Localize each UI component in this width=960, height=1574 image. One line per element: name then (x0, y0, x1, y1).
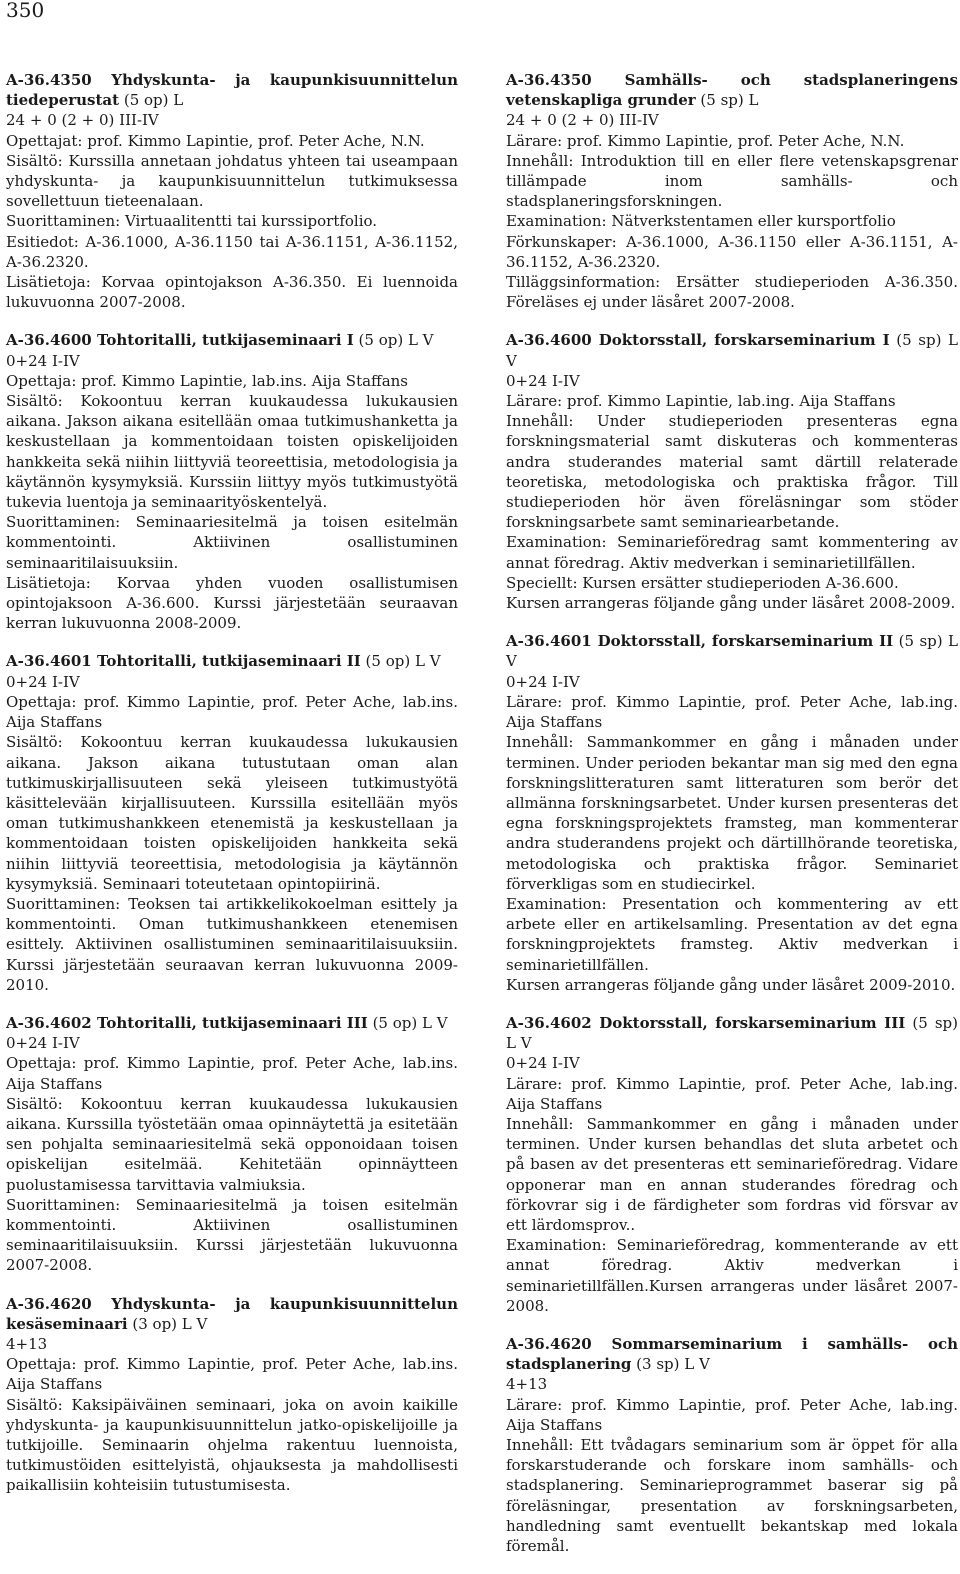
course-code: A-36.4620 (6, 1294, 92, 1313)
course-code-title (6, 652, 361, 670)
course-title: Tohtoritalli, tutkijaseminaari III (91, 1013, 368, 1032)
course-code-title (506, 632, 893, 650)
course-detail-line: Examination: Presentation och kommentering av ett arbete eller en artikelsamling. Presentation av det egna forskningprojektets framsteg. Aktiv medverkan i seminarietillfällen. (506, 894, 958, 974)
course-detail-line: Förkunskaper: A-36.1000, A-36.1150 eller A-36.1151, A-36.1152, A-36.2320. (506, 232, 958, 271)
course-credits: (5 op) L V (353, 331, 434, 350)
course-heading (506, 631, 958, 671)
course-heading (506, 1013, 958, 1053)
course-detail-line: Lärare: prof. Kimmo Lapintie, prof. Peter Ache, N.N. (506, 131, 905, 150)
course-detail-line: Innehåll: Sammankommer en gång i månaden under terminen. Under kursen behandlas det sluta arbetet och på basen av det presenteras ett seminarieföredrag. Vidare opponerar man en annan studerandes föredrag och förkovrar sig i de färdigheter som fordras vid försvar av ett lärdomsprov.. (506, 1114, 958, 1234)
course-credits: (5 sp) L V (506, 1013, 958, 1053)
course-heading (506, 1334, 958, 1374)
course-code-title (506, 1014, 905, 1032)
course-detail-line: Lisätietoja: Korvaa opintojakson A-36.350. Ei luennoida lukuvuonna 2007-2008. (6, 273, 458, 312)
course-credits: (5 sp) L (695, 91, 759, 110)
course-code: A-36.4600 (506, 331, 592, 350)
course-detail-line: Sisältö: Kokoontuu kerran kuukaudessa lukukausien aikana. Jakson aikana tutustutaan oman alan tutkimuskirjallisuuteen sekä yleiseen tutkimustyötä käsittelevään kirjallisuuteen. Kurssilla esitellään myös oman tutkimushankkeen etenemistä ja keskustellaan ja kommentoidaan toisten opiskelijoiden hankkeita sekä niihin liittyviä teoreettisia, metodologisia ja käytännön kysymyksiä. Seminaari toteutetaan opintopiirinä. (6, 733, 458, 893)
course-detail-line: Suorittaminen: Virtuaalitentti tai kurssiportfolio. (6, 212, 378, 231)
course-code-title (506, 1335, 958, 1373)
course-entry (6, 651, 458, 994)
course-detail-line: Speciellt: Kursen ersätter studieperioden A-36.600. (506, 573, 899, 592)
course-detail-line: 0+24 I-IV (506, 371, 580, 390)
course-detail-line: Lärare: prof. Kimmo Lapintie, lab.ing. Aija Staffans (506, 392, 896, 411)
course-credits: (5 op) L V (360, 652, 441, 671)
course-detail-line: Suorittaminen: Seminaariesitelmä ja toisen esitelmän kommentointi. Aktiivinen osallistuminen seminaaritilaisuuksiin. (6, 513, 458, 572)
course-code: A-36.4350 (6, 71, 92, 89)
course-detail-line: Suorittaminen: Seminaariesitelmä ja toisen esitelmän kommentointi. Aktiivinen osallistuminen seminaaritilaisuuksiin. Kurssi järjestetään lukuvuonna 2007-2008. (6, 1195, 458, 1275)
course-detail-line: 24 + 0 (2 + 0) III-IV (506, 111, 659, 130)
course-heading (6, 1013, 458, 1033)
course-detail-line: Kursen arrangeras följande gång under läsåret 2009-2010. (506, 975, 956, 994)
right-column-swedish (506, 70, 958, 1574)
course-detail-line: Examination: Nätverkstentamen eller kursportfolio (506, 212, 896, 231)
course-title: Doktorsstall, forskarseminarium I (591, 331, 890, 350)
course-credits: (5 sp) L V (506, 331, 959, 370)
course-detail-line: Kursen arrangeras följande gång under läsåret 2008-2009. (506, 594, 956, 613)
course-entry (506, 1013, 958, 1316)
course-entry (6, 1294, 458, 1496)
course-entry (6, 330, 458, 633)
course-detail-line: 0+24 I-IV (6, 672, 80, 691)
course-detail-line: Suorittaminen: Teoksen tai artikkelikokoelman esittely ja kommentointi. Oman tutkimushankkeen etenemisen esittely. Aktiivinen osallistuminen seminaaritilaisuuksiin. Kurssi järjestetään seuraavan kerran lukuvuonna 2009-2010. (6, 894, 458, 994)
course-code-title (6, 331, 354, 349)
course-detail-line: Sisältö: Kokoontuu kerran kuukaudessa lukukausien aikana. Jakson aikana esitellään omaa tutkimushanketta ja keskustellaan ja kommentoidaan toisten opiskelijoiden hankkeita sekä niihin liittyviä teoreettisia, metodologisia ja käytännön kysymyksiä. Kurssiin liittyy myös tutkimustyötä tukevia luentoja ja seminaarityöskentelyä. (6, 392, 458, 512)
course-detail-line: Sisältö: Kurssilla annetaan johdatus yhteen tai useampaan yhdyskunta- ja kaupunkisuunnittelun tutkimuksessa sovellettuun tieteenalaan. (6, 151, 458, 211)
course-credits: (5 sp) L V (506, 632, 959, 671)
course-title: Yhdyskunta- ja kaupunkisuunnittelun kesäseminaari (6, 1294, 458, 1333)
course-detail-line: Esitiedot: A-36.1000, A-36.1150 tai A-36.1151, A-36.1152, A-36.2320. (6, 232, 458, 271)
course-entry (6, 70, 458, 312)
course-detail-line: Opettaja: prof. Kimmo Lapintie, prof. Peter Ache, lab.ins. Aija Staffans (6, 1054, 458, 1093)
course-detail-line: 4+13 (506, 1375, 548, 1394)
course-detail-line: Innehåll: Under studieperioden presenteras egna forskningsmaterial samt diskuteras och kommenteras andra studerandes material samt därtill relaterade teoretiska, metodologiska och praktiska frågor. Till studieperioden hör även föreläsningar som stöder forskningsarbete samt seminariearbetande. (506, 412, 958, 532)
course-code: A-36.4601 (506, 632, 592, 651)
course-detail-line: Tilläggsinformation: Ersätter studieperioden A-36.350. Föreläses ej under läsåret 2007-2008. (506, 273, 958, 312)
course-detail-line: 0+24 I-IV (506, 1054, 580, 1073)
left-column-finnish (6, 70, 458, 1514)
course-detail-line: Opettaja: prof. Kimmo Lapintie, prof. Peter Ache, lab.ins. Aija Staffans (6, 1355, 458, 1394)
course-detail-line: Opettaja: prof. Kimmo Lapintie, prof. Peter Ache, lab.ins. Aija Staffans (6, 692, 458, 732)
course-heading (506, 330, 958, 370)
course-detail-line: 0+24 I-IV (506, 672, 580, 691)
course-entry (506, 330, 958, 613)
course-credits: (5 op) L V (367, 1013, 448, 1032)
course-title: Tohtoritalli, tutkijaseminaari II (91, 652, 361, 671)
course-detail-line: Innehåll: Ett tvådagars seminarium som är öppet för alla forskarstuderande och forskare inom samhälls- och stadsplanering. Seminarieprogrammet baserar sig på föreläsningar, presentation av forskningsarbeten, handledning samt eventuellt bekantskap med lokala föremål. (506, 1436, 958, 1556)
course-detail-line: Lärare: prof. Kimmo Lapintie, prof. Peter Ache, lab.ing. Aija Staffans (506, 1074, 958, 1113)
course-detail-line: Opettaja: prof. Kimmo Lapintie, lab.ins. Aija Staffans (6, 371, 408, 390)
course-credits: (3 op) L V (127, 1314, 208, 1333)
course-heading (6, 330, 458, 350)
course-detail-line: Innehåll: Sammankommer en gång i månaden under terminen. Under perioden bekantar man sig med den egna forskningslitteraturen samt litteraturen som berör det allmänna forskningsarbetet. Under kursen presenteras det egna forskningsprojektets framsteg, man kommenterar andra studerandens projekt och därtillhörande teoretiska, metodologiska och praktiska frågor. Seminariet förverkligas som en studiecirkel. (506, 733, 958, 893)
course-detail-line: 0+24 I-IV (6, 1034, 80, 1053)
course-detail-line: Lisätietoja: Korvaa yhden vuoden osallistumisen opintojaksoon A-36.600. Kurssi järjestetään seuraavan kerran lukuvuonna 2008-2009. (6, 573, 458, 633)
course-heading (6, 1294, 458, 1334)
course-heading (6, 651, 458, 671)
course-code-title (6, 71, 458, 109)
course-detail-line: Opettajat: prof. Kimmo Lapintie, prof. Peter Ache, N.N. (6, 131, 425, 150)
course-detail-line: Examination: Seminarieföredrag samt kommentering av annat föredrag. Aktiv medverkan i seminarietillfällen. (506, 533, 958, 572)
course-title: Tohtoritalli, tutkijaseminaari I (91, 331, 354, 350)
course-title: Sommarseminarium i samhälls- och stadsplanering (506, 1334, 958, 1374)
course-code: A-36.4620 (506, 1334, 592, 1353)
course-code-title (6, 1014, 368, 1032)
course-heading (506, 70, 958, 110)
course-code: A-36.4602 (506, 1013, 592, 1032)
course-detail-line: Sisältö: Kokoontuu kerran kuukaudessa lukukausien aikana. Kurssilla työstetään omaa opinnäytettä ja esitetään sen pohjalta seminaariesitelmä sekä opponoidaan toisen opiskelijan esitelmää. Kehitetään opinnäytteen puolustamisessa tarvittavia valmiuksia. (6, 1094, 458, 1194)
course-code: A-36.4600 (6, 331, 92, 350)
course-code-title (6, 1295, 458, 1333)
course-detail-line: Innehåll: Introduktion till en eller flere vetenskapsgrenar tillämpade inom samhälls- och stadsplaneringsforskningen. (506, 151, 958, 211)
course-detail-line: 24 + 0 (2 + 0) III-IV (6, 111, 159, 130)
course-entry (506, 1334, 958, 1556)
page-number: 350 (6, 0, 45, 22)
course-credits: (5 op) L (119, 91, 184, 110)
course-entry (506, 631, 958, 995)
course-code-title (506, 331, 890, 349)
course-detail-line: Lärare: prof. Kimmo Lapintie, prof. Peter Ache, lab.ing. Aija Staffans (506, 1395, 958, 1434)
course-detail-line: Sisältö: Kaksipäiväinen seminaari, joka on avoin kaikille yhdyskunta- ja kaupunkisuunnittelun jatko-opiskelijoille ja tutkijoille. Seminaarin ohjelma rakentuu luennoista, tutkimustöiden esittelyistä, ohjauksesta ja mahdollisesti paikallisiin kohteisiin tutustumisesta. (6, 1395, 458, 1495)
course-code: A-36.4350 (506, 71, 592, 89)
course-title: Doktorsstall, forskarseminarium III (591, 1013, 906, 1032)
course-title: Yhdyskunta- ja kaupunkisuunnittelun tiedeperustat (6, 71, 458, 110)
course-code: A-36.4602 (6, 1013, 92, 1032)
course-entry (6, 1013, 458, 1276)
course-detail-line: 0+24 I-IV (6, 351, 80, 370)
course-code: A-36.4601 (6, 652, 92, 671)
course-title: Samhälls- och stadsplaneringens vetenskapliga grunder (506, 71, 958, 110)
course-entry (506, 70, 958, 312)
course-detail-line: Lärare: prof. Kimmo Lapintie, prof. Peter Ache, lab.ing. Aija Staffans (506, 692, 958, 732)
course-credits: (3 sp) L V (631, 1355, 710, 1374)
course-detail-line: 4+13 (6, 1334, 48, 1353)
course-heading (6, 70, 458, 110)
course-title: Doktorsstall, forskarseminarium II (591, 632, 894, 651)
course-detail-line: Examination: Seminarieföredrag, kommenterande av ett annat föredrag. Aktiv medverkan i seminarietillfällen.Kursen arrangeras under läsåret 2007-2008. (506, 1236, 958, 1315)
